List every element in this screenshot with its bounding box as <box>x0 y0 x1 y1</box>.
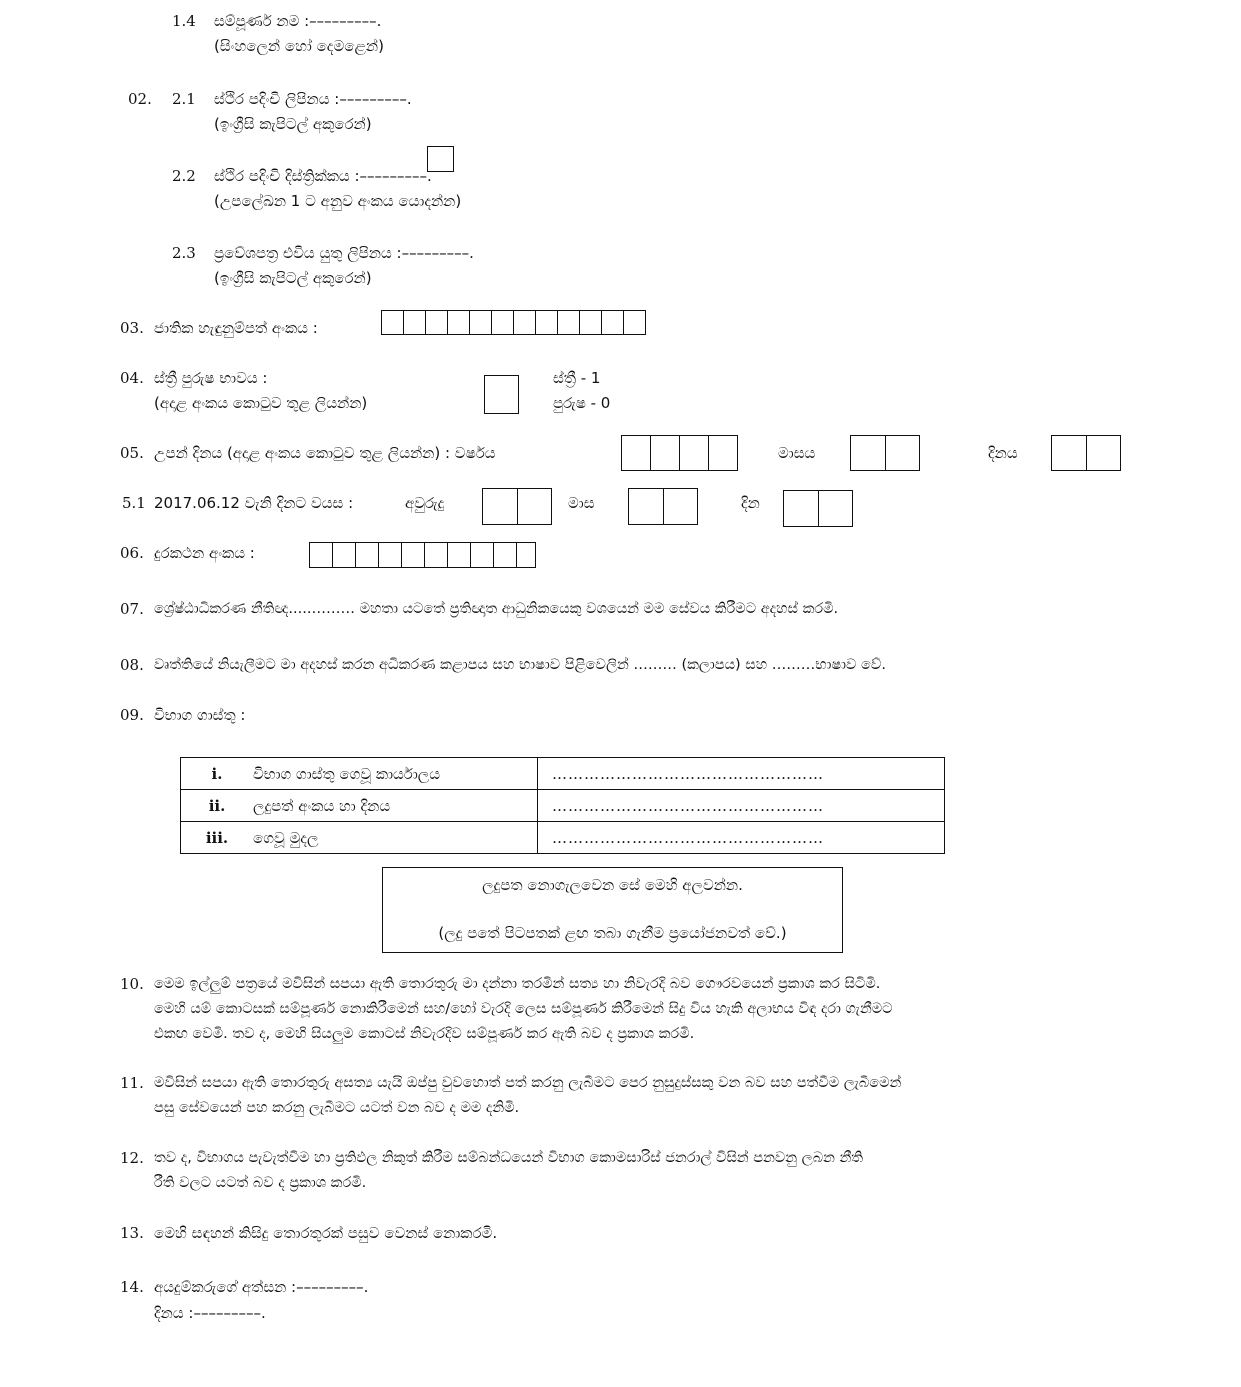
month-digit-box[interactable] <box>850 435 885 471</box>
applicant-signature-label: අයදුම්කරුගේ අත්සන :–––––––––. <box>154 1278 369 1296</box>
nic-digit-box[interactable] <box>535 310 557 335</box>
age-years-boxes[interactable] <box>482 488 552 525</box>
age-years-label: අවුරුදු <box>405 494 445 512</box>
section-number: 06. <box>120 544 144 562</box>
year-digit-box[interactable] <box>650 435 679 471</box>
gender-hint: (අදාළ අංකය කොටුව තුළ ලියන්න) <box>154 394 368 412</box>
dob-month-boxes[interactable] <box>850 435 920 471</box>
age-days-label: දින <box>741 494 760 512</box>
row-numeral: iii. <box>205 828 229 847</box>
gender-code-box[interactable] <box>484 375 519 414</box>
section-number: 11. <box>120 1074 144 1092</box>
year-digit-box[interactable] <box>679 435 708 471</box>
age-digit-box[interactable] <box>818 490 853 527</box>
declaration-line: මෙහි යම් කොටසක් සම්පූර්ණ නොකිරීමෙන් සහ/හෝ වැරදි ලෙස සම්පූර්ණ කිරීමෙන් සිදු විය හැකි අලාභය විඳ දරා ගැනීමට <box>154 1001 893 1017</box>
gender-option-female: ස්ත්‍රී - 1 <box>553 369 601 387</box>
section-number: 2.2 <box>172 167 196 185</box>
age-digit-box[interactable] <box>783 490 818 527</box>
nic-digit-box[interactable] <box>447 310 469 335</box>
age-digit-box[interactable] <box>482 488 517 525</box>
nic-digit-box[interactable] <box>381 310 403 335</box>
nic-digit-box[interactable] <box>403 310 425 335</box>
nic-input-boxes[interactable] <box>381 310 646 335</box>
section-number: 09. <box>120 706 144 724</box>
dob-year-boxes[interactable] <box>621 435 738 471</box>
admission-address-label: ප්‍රවේශපත්‍ර එවිය යුතු ලිපිනය :–––––––––. <box>214 244 474 262</box>
declaration-line: තව ද, විභාගය පැවැත්වීම හා ප්‍රතිඵල නිකුත් කිරීම සම්බන්ධයෙන් විභාග කොමසාරිස් ජනරාල් විසින් පනවනු ලබන නීති <box>154 1150 864 1166</box>
receipt-number-field[interactable]: …………………………………………… <box>538 790 945 822</box>
fee-row-label-cell <box>181 790 538 822</box>
phone-digit-box[interactable] <box>401 542 424 568</box>
declaration-line: රීති වලට යටත් බව ද ප්‍රකාශ කරමි. <box>154 1175 367 1191</box>
dob-month-label: මාසය <box>778 444 816 462</box>
phone-label: දුරකථන අංකය : <box>154 544 255 562</box>
section-number: 14. <box>120 1278 144 1296</box>
dob-day-boxes[interactable] <box>1051 435 1121 471</box>
phone-digit-box[interactable] <box>516 542 536 568</box>
section-number: 07. <box>120 600 144 618</box>
section-number: 08. <box>120 656 144 674</box>
district-label: ස්ථිර පදිංචි දිස්ත්‍රික්කය :–––––––––. <box>214 167 432 185</box>
declaration-line: එකඟ වෙමි. තව ද, මෙහි සියලුම කොටස් නිවැරදිව සම්පූර්ණ කර ඇති බව ද ප්‍රකාශ කරමි. <box>154 1026 695 1042</box>
full-name-label: සම්පූර්ණ නම :–––––––––. <box>214 12 382 30</box>
permanent-address-hint: (ඉංග්‍රීසි කැපිටල් අකුරෙන්) <box>214 115 372 133</box>
nic-digit-box[interactable] <box>425 310 447 335</box>
declaration-line: මවිසින් සපයා ඇති තොරතුරු අසත්‍ය යැයි ඔප්පු වුවහොත් පත් කරනු ලැබීමට පෙර නුසුදුස්සකු වන බව සහ පත්වීම ලැබීමෙන් <box>154 1075 902 1091</box>
age-days-boxes[interactable] <box>783 490 853 527</box>
age-months-label: මාස <box>568 494 595 512</box>
fee-row-label: ලදුපත් අංකය හා දිනය <box>253 796 391 815</box>
phone-digit-box[interactable] <box>470 542 493 568</box>
age-digit-box[interactable] <box>517 488 552 525</box>
fee-row-label-cell <box>181 822 538 854</box>
section-number: 05. <box>120 444 144 462</box>
dob-day-label: දිනය <box>988 444 1018 462</box>
nic-digit-box[interactable] <box>601 310 623 335</box>
nic-digit-box[interactable] <box>469 310 491 335</box>
declaration-line: මෙහි සඳහන් කිසිදු තොරතුරක් පසුව වෙනස් නොකරමි. <box>154 1224 498 1242</box>
year-digit-box[interactable] <box>621 435 650 471</box>
row-numeral: ii. <box>208 796 226 815</box>
full-name-hint: (සිංහලෙන් හෝ දෙමළෙන්) <box>214 37 384 55</box>
section-number: 12. <box>120 1149 144 1167</box>
nic-digit-box[interactable] <box>491 310 513 335</box>
gender-option-male: පුරුෂ - 0 <box>553 394 611 412</box>
age-label: 2017.06.12 වැනි දිනට වයස : <box>154 494 354 512</box>
table-row <box>181 758 945 790</box>
receipt-copy-note: (ලදු පතේ පිටපතක් ළඟ තබා ගැනීම ප්‍රයෝජනවත් වේ.) <box>438 924 787 942</box>
section-number: 10. <box>120 975 144 993</box>
zone-language-statement: වෘත්තියේ නියැලීමට මා අදහස් කරන අධිකරණ කළාපය සහ භාෂාව පිළිවෙලින් ……… (කලාපය) සහ ………භාෂාව වේ. <box>154 657 886 673</box>
section-number: 13. <box>120 1224 144 1242</box>
nic-digit-box[interactable] <box>513 310 535 335</box>
row-numeral: i. <box>211 764 223 783</box>
fee-row-label: විභාග ගාස්තු ගෙවූ කාර්යාලය <box>253 764 441 783</box>
gender-label: ස්ත්‍රී පුරුෂ භාවය : <box>154 369 268 387</box>
nic-digit-box[interactable] <box>579 310 601 335</box>
nic-label: ජාතික හැඳුනුම්පත් අංකය : <box>154 319 318 337</box>
phone-digit-box[interactable] <box>493 542 516 568</box>
age-digit-box[interactable] <box>663 488 698 525</box>
signature-date-label: දිනය :–––––––––. <box>154 1304 266 1322</box>
exam-fee-label: විභාග ගාස්තු : <box>154 706 246 724</box>
phone-digit-box[interactable] <box>355 542 378 568</box>
section-number: 2.1 <box>172 90 196 108</box>
supervising-attorney-statement: ශ්‍රේෂ්ඨාධිකරණ නීතිඥ.....……… මහතා යටතේ ප්‍රතිඥාත ආධුනිකයෙකු වශයෙන් මම සේවය කිරීමට අදහස් කරමි. <box>154 601 839 617</box>
exam-fee-table <box>180 757 945 854</box>
amount-paid-field[interactable]: …………………………………………… <box>538 822 945 854</box>
section-number: 04. <box>120 369 144 387</box>
day-digit-box[interactable] <box>1086 435 1121 471</box>
age-months-boxes[interactable] <box>628 488 698 525</box>
age-digit-box[interactable] <box>628 488 663 525</box>
fee-row-label: ගෙවූ මුදල <box>253 828 319 847</box>
dob-label: උපන් දිනය (අදාළ අංකය කොටුව තුළ ලියන්න) : වර්ෂය <box>154 444 496 462</box>
section-number: 1.4 <box>172 12 196 30</box>
nic-digit-box[interactable] <box>557 310 579 335</box>
phone-digit-box[interactable] <box>424 542 447 568</box>
table-row <box>181 822 945 854</box>
section-number: 02. <box>128 90 152 108</box>
permanent-address-label: ස්ථිර පදිංචි ලිපිනය :–––––––––. <box>214 90 412 108</box>
admission-address-hint: (ඉංග්‍රීසි කැපිටල් අකුරෙන්) <box>214 269 372 287</box>
declaration-line: පසු සේවයෙන් පහ කරනු ලැබීමට යටත් වන බව ද මම දනිමි. <box>154 1100 520 1116</box>
phone-digit-box[interactable] <box>309 542 332 568</box>
phone-digit-box[interactable] <box>378 542 401 568</box>
section-number: 5.1 <box>122 494 146 512</box>
receipt-paste-instruction: ලදුපත නොගැලවෙන සේ මෙහි අලවන්න. <box>482 876 743 894</box>
table-row <box>181 790 945 822</box>
year-digit-box[interactable] <box>708 435 738 471</box>
district-hint: (උපලේඛන 1 ට අනුව අංකය යොදන්න) <box>214 192 462 210</box>
declaration-line: මෙම ඉල්ලුම් පත්‍රයේ මවිසින් සපයා ඇති තොරතුරු මා දන්නා තරමින් සත්‍ය හා නිවැරදි බව ගෞරවයෙන් ප්‍රකාශ කර සිටිමි. <box>154 976 881 992</box>
phone-digit-box[interactable] <box>332 542 355 568</box>
fee-row-label-cell <box>181 758 538 790</box>
phone-input-boxes[interactable] <box>309 542 536 568</box>
day-digit-box[interactable] <box>1051 435 1086 471</box>
section-number: 2.3 <box>172 244 196 262</box>
fee-office-field[interactable]: …………………………………………… <box>538 758 945 790</box>
section-number: 03. <box>120 319 144 337</box>
month-digit-box[interactable] <box>885 435 920 471</box>
phone-digit-box[interactable] <box>447 542 470 568</box>
nic-digit-box[interactable] <box>623 310 646 335</box>
receipt-paste-box[interactable] <box>382 867 843 953</box>
